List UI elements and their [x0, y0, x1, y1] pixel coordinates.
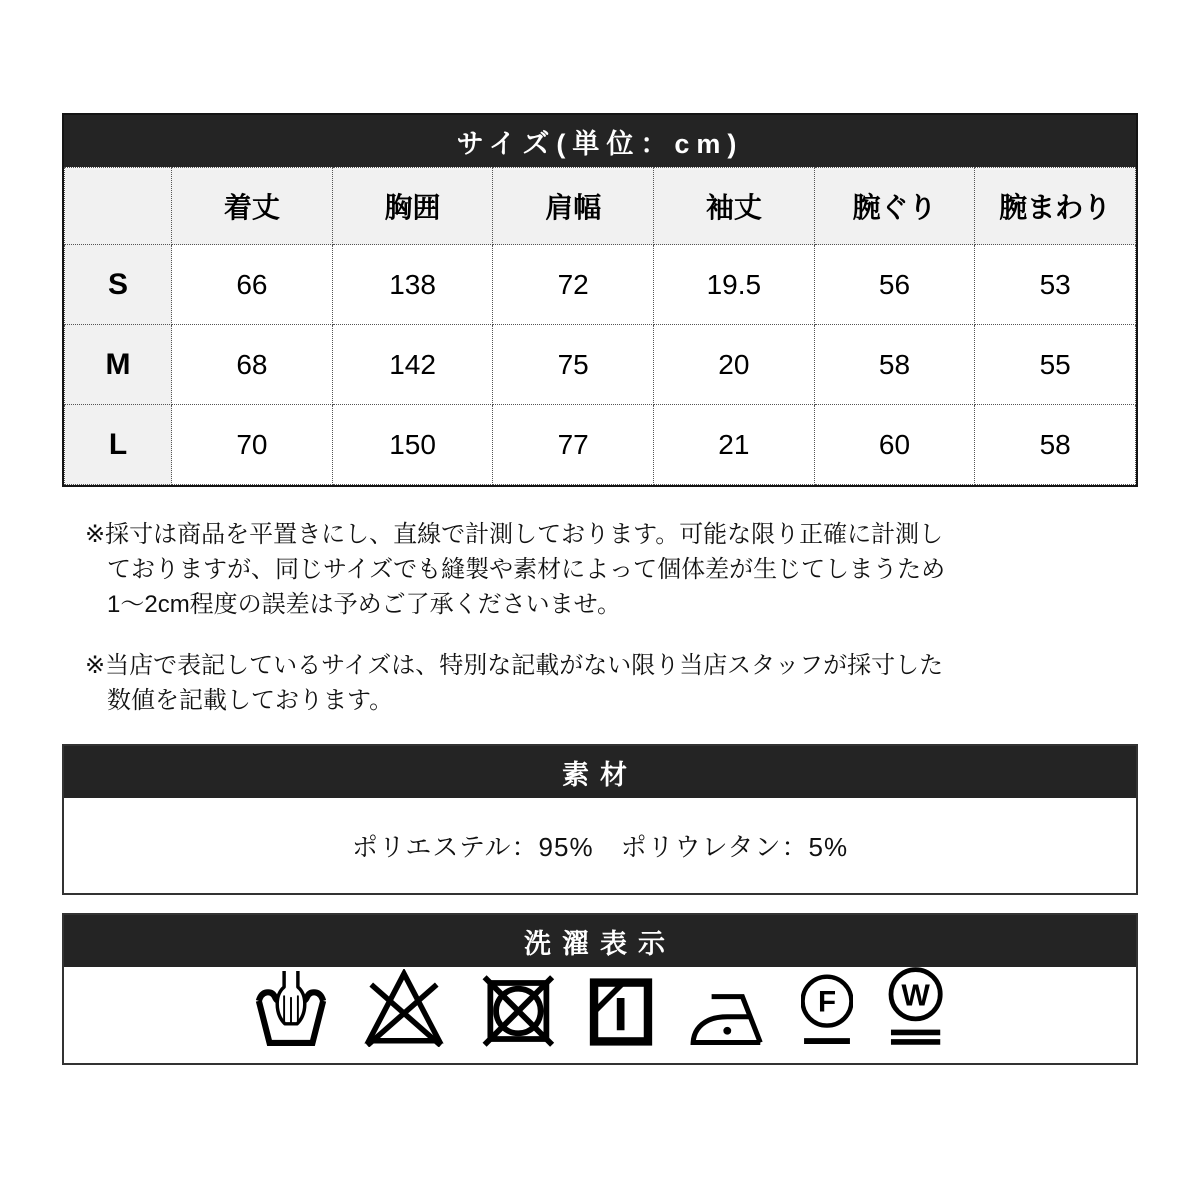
- note-line: 数値を記載しております。: [107, 687, 394, 714]
- note-line: ※当店で表記しているサイズは、特別な記載がない限り当店スタッフが採寸した: [85, 652, 944, 679]
- svg-text:W: W: [901, 979, 930, 1013]
- table-row: [65, 405, 1136, 485]
- note-line: ※採寸は商品を平置きにし、直線で計測しております。可能な限り正確に計測し: [85, 521, 944, 548]
- measurement-notes: [62, 517, 1138, 718]
- note-staff-measured: [85, 648, 1138, 718]
- size-value-cell: 60: [814, 405, 975, 485]
- material-section: [62, 744, 1138, 895]
- table-row: [65, 245, 1136, 325]
- material-body: [64, 798, 1136, 893]
- size-value-cell: 72: [493, 245, 654, 325]
- size-value-cell: 58: [814, 325, 975, 405]
- size-value-cell: 150: [332, 405, 493, 485]
- column-header: 腕まわり: [975, 168, 1136, 245]
- column-header: 肩幅: [493, 168, 654, 245]
- size-value-cell: 138: [332, 245, 493, 325]
- size-value-cell: 55: [975, 325, 1136, 405]
- do-not-bleach-icon: [361, 969, 447, 1047]
- table-row: [65, 325, 1136, 405]
- size-value-cell: 77: [493, 405, 654, 485]
- do-not-tumble-dry-icon: [481, 975, 555, 1047]
- size-value-cell: 66: [172, 245, 333, 325]
- washing-title: 洗濯表示: [524, 928, 676, 959]
- washing-header-bar: [64, 915, 1136, 967]
- size-value-cell: 56: [814, 245, 975, 325]
- size-value-cell: 70: [172, 405, 333, 485]
- column-header: 着丈: [172, 168, 333, 245]
- size-value-cell: 58: [975, 405, 1136, 485]
- hand-wash-icon: [255, 970, 327, 1047]
- note-line: ておりますが、同じサイズでも縫製や素材によって個体差が生じてしまうため: [107, 556, 946, 583]
- wet-clean-w-icon: [887, 967, 945, 1047]
- material-text: ポリエステル：95% ポリウレタン：5%: [351, 832, 849, 862]
- size-value-cell: 53: [975, 245, 1136, 325]
- column-header: 袖丈: [654, 168, 815, 245]
- size-value-cell: 20: [654, 325, 815, 405]
- size-row-label: L: [65, 405, 172, 485]
- size-row-label: S: [65, 245, 172, 325]
- size-row-label: M: [65, 325, 172, 405]
- column-header: 胸囲: [332, 168, 493, 245]
- size-value-cell: 21: [654, 405, 815, 485]
- note-measuring-method: [85, 517, 1138, 622]
- svg-text:F: F: [817, 985, 837, 1019]
- size-value-cell: 75: [493, 325, 654, 405]
- size-table-header-bar: [64, 115, 1136, 167]
- size-table: [64, 167, 1136, 485]
- note-line: 1〜2cm程度の誤差は予めご了承くださいませ。: [107, 591, 621, 618]
- size-value-cell: 142: [332, 325, 493, 405]
- column-header: 腕ぐり: [814, 168, 975, 245]
- material-title: 素材: [562, 759, 638, 790]
- size-table-header-row: [65, 168, 1136, 245]
- shade-hang-dry-icon: [589, 977, 653, 1047]
- size-table-title: サイズ(単位：cm): [456, 128, 744, 159]
- size-value-cell: 68: [172, 325, 333, 405]
- corner-cell: [65, 168, 172, 245]
- care-icons-row: [64, 967, 1136, 1063]
- size-value-cell: 19.5: [654, 245, 815, 325]
- size-table-section: [62, 113, 1138, 487]
- washing-section: [62, 913, 1138, 1065]
- dry-clean-f-icon: [801, 973, 853, 1047]
- iron-low-temp-icon: [687, 991, 767, 1047]
- material-header-bar: [64, 746, 1136, 798]
